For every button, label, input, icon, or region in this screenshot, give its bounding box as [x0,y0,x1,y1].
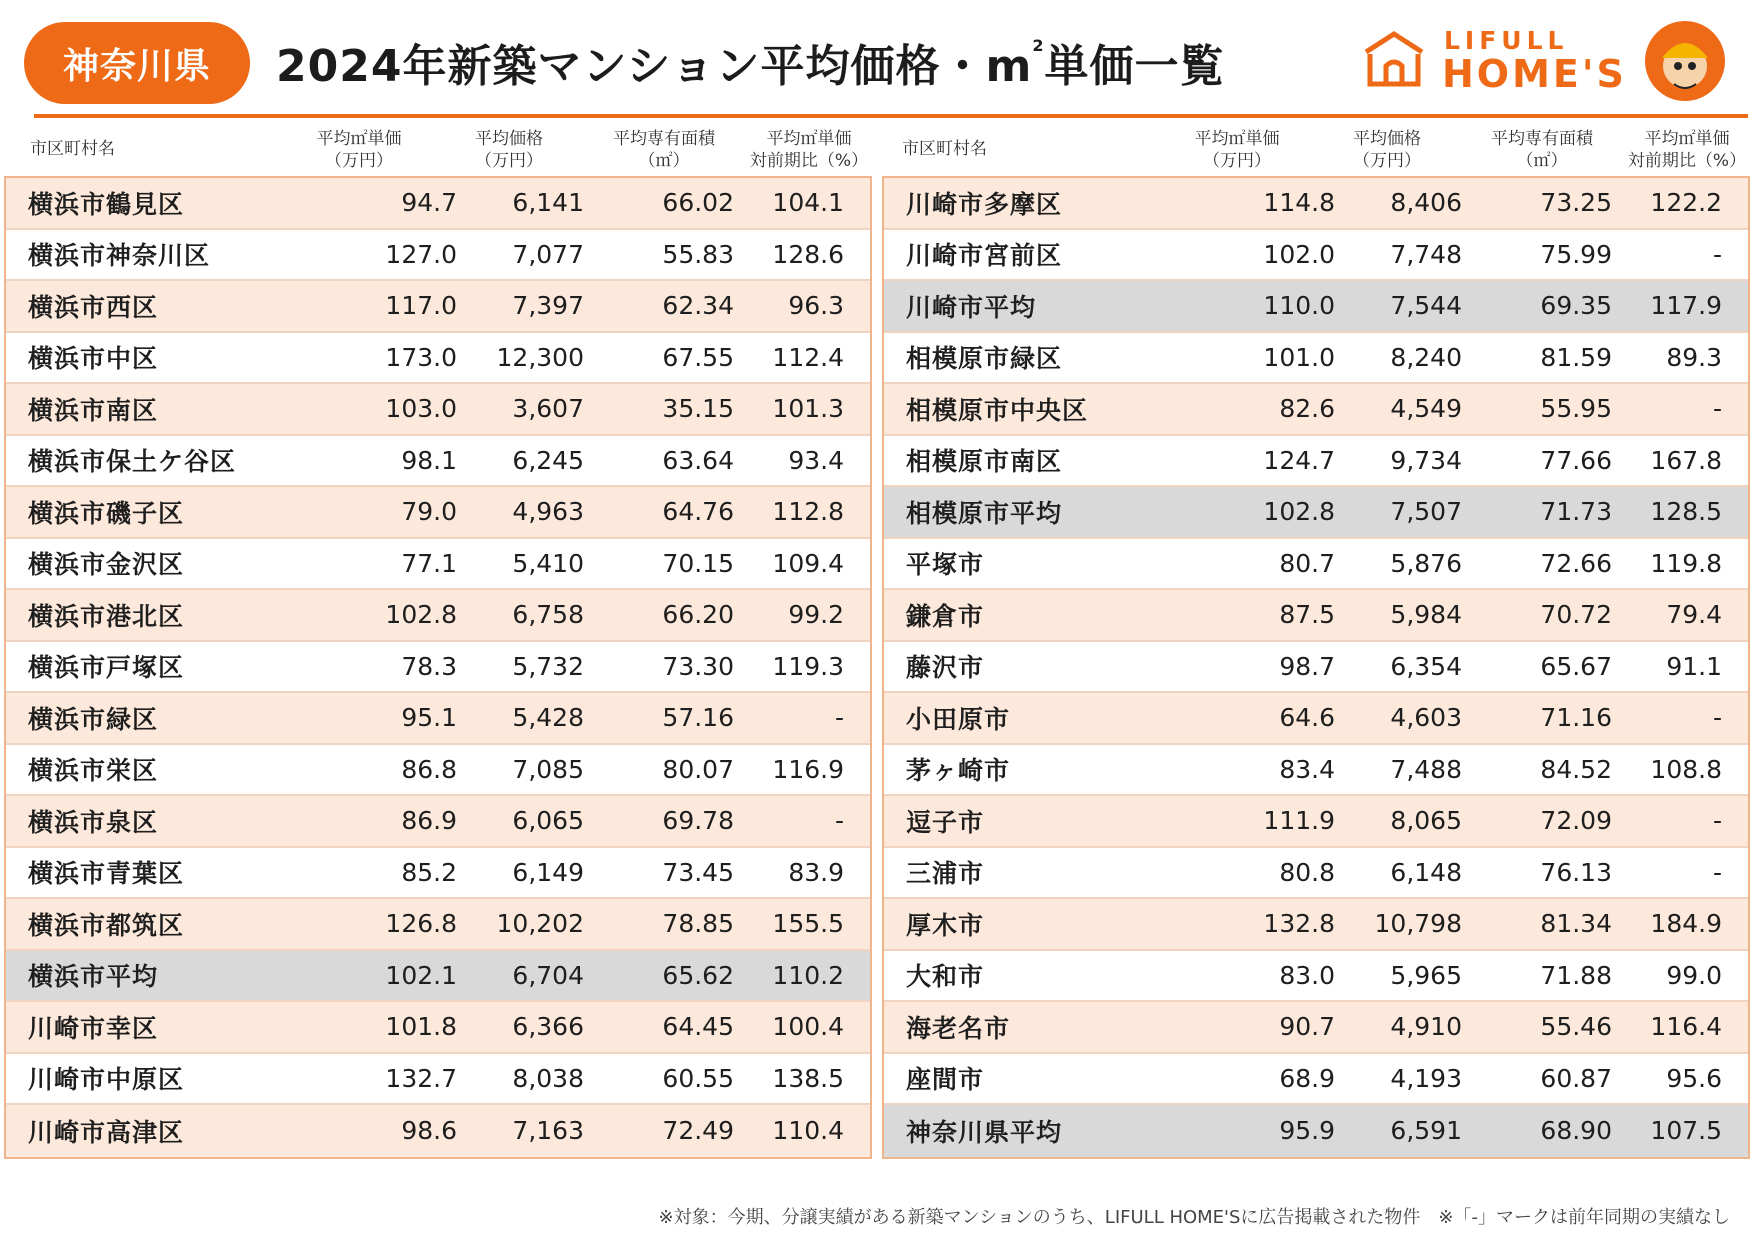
left-table-body [4,176,872,1159]
cell-price: 5,732 [512,651,584,681]
table-row [6,178,870,230]
cell-price: 8,065 [1390,806,1462,836]
cell-unit: 83.4 [1279,754,1335,784]
logo-wordmark-bottom: HOME'S [1442,52,1627,96]
cell-yoy: 83.9 [788,857,844,887]
cell-area: 65.62 [662,960,734,990]
cell-unit: 132.7 [385,1063,457,1093]
table-row [6,436,870,488]
cell-unit: 94.7 [401,188,457,218]
average-row [884,1105,1748,1157]
municipality-name: 横浜市神奈川区 [28,241,211,271]
municipality-name: 逗子市 [906,807,985,837]
cell-unit: 86.9 [401,806,457,836]
table-row [884,384,1748,436]
cell-unit: 110.0 [1263,291,1335,321]
cell-price: 5,965 [1390,960,1462,990]
cell-yoy: 128.5 [1650,497,1722,527]
cell-area: 81.59 [1540,342,1612,372]
page-title: 2024年新築マンション平均価格・$m^2$単価一覧 [276,36,1225,92]
table-row [884,230,1748,282]
municipality-name: 厚木市 [906,910,985,940]
cell-area: 65.67 [1540,651,1612,681]
cell-unit: 80.7 [1279,548,1335,578]
house-logo-icon [1362,30,1426,90]
table-row [6,230,870,282]
cell-yoy: 138.5 [772,1063,844,1093]
col-header-avg-price: 平均価格 （万円） [1353,129,1421,171]
municipality-name: 座間市 [906,1065,985,1095]
municipality-name: 川崎市高津区 [28,1117,185,1147]
cell-price: 7,397 [512,291,584,321]
table-row [6,796,870,848]
table-row [884,1002,1748,1054]
cell-area: 71.73 [1540,497,1612,527]
municipality-name: 大和市 [906,962,985,992]
cell-yoy: - [1712,394,1722,424]
cell-price: 6,141 [512,188,584,218]
municipality-name: 相模原市南区 [906,447,1063,477]
cell-unit: 95.9 [1279,1116,1335,1146]
cell-yoy: 122.2 [1650,188,1722,218]
left-table-header [4,128,872,176]
cell-price: 4,193 [1390,1063,1462,1093]
col-header-yoy: 平均㎡単価 対前期比（%） [1627,129,1747,171]
cell-yoy: 112.8 [772,497,844,527]
cell-unit: 114.8 [1263,188,1335,218]
cell-unit: 98.7 [1279,651,1335,681]
cell-yoy: 117.9 [1650,291,1722,321]
cell-unit: 64.6 [1279,703,1335,733]
table-row [884,539,1748,591]
cell-area: 70.15 [662,548,734,578]
cell-unit: 126.8 [385,909,457,939]
cell-price: 3,607 [512,394,584,424]
cell-yoy: 155.5 [772,909,844,939]
cell-unit: 85.2 [401,857,457,887]
cell-area: 71.16 [1540,703,1612,733]
municipality-name: 横浜市港北区 [28,601,185,631]
prefecture-badge: 神奈川県 [24,22,250,104]
municipality-name: 横浜市磯子区 [28,498,185,528]
municipality-name: 相模原市緑区 [906,344,1063,374]
cell-area: 60.55 [662,1063,734,1093]
table-row [6,642,870,694]
cell-unit: 90.7 [1279,1012,1335,1042]
cell-price: 7,077 [512,239,584,269]
cell-area: 84.52 [1540,754,1612,784]
cell-area: 72.66 [1540,548,1612,578]
col-header-yoy: 平均㎡単価 対前期比（%） [749,129,869,171]
cell-unit: 80.8 [1279,857,1335,887]
cell-area: 81.34 [1540,909,1612,939]
cell-price: 6,149 [512,857,584,887]
cell-unit: 102.8 [385,600,457,630]
municipality-name: 川崎市宮前区 [906,241,1063,271]
cell-yoy: 109.4 [772,548,844,578]
cell-price: 10,798 [1374,909,1462,939]
table-row [884,1054,1748,1106]
mascot-icon [1644,20,1726,102]
table-row [884,693,1748,745]
municipality-name: 横浜市戸塚区 [28,653,185,683]
cell-unit: 102.1 [385,960,457,990]
cell-area: 73.25 [1540,188,1612,218]
average-row [6,951,870,1003]
cell-price: 6,704 [512,960,584,990]
municipality-name: 横浜市平均 [28,962,159,992]
table-row [6,487,870,539]
logo-wordmark-top: LIFULL [1444,26,1569,55]
table-row [884,745,1748,797]
table-row [6,1105,870,1157]
cell-yoy: 110.4 [772,1116,844,1146]
cell-price: 6,758 [512,600,584,630]
cell-yoy: 99.0 [1666,960,1722,990]
cell-area: 77.66 [1540,445,1612,475]
municipality-name: 相模原市中央区 [906,395,1089,425]
cell-unit: 86.8 [401,754,457,784]
cell-price: 6,245 [512,445,584,475]
col-header-name: 市区町村名 [902,139,987,159]
cell-area: 63.64 [662,445,734,475]
cell-area: 60.87 [1540,1063,1612,1093]
cell-yoy: 100.4 [772,1012,844,1042]
cell-area: 55.46 [1540,1012,1612,1042]
col-header-unit-price: 平均㎡単価 （万円） [1194,129,1280,171]
table-row [884,178,1748,230]
cell-yoy: 101.3 [772,394,844,424]
cell-unit: 78.3 [401,651,457,681]
cell-area: 70.72 [1540,600,1612,630]
cell-unit: 87.5 [1279,600,1335,630]
cell-price: 7,488 [1390,754,1462,784]
cell-price: 6,591 [1390,1116,1462,1146]
right-table [882,128,1750,1159]
table-row [884,642,1748,694]
cell-area: 57.16 [662,703,734,733]
cell-yoy: 116.4 [1650,1012,1722,1042]
col-header-area: 平均専有面積 （㎡） [1491,129,1593,171]
cell-yoy: 107.5 [1650,1116,1722,1146]
table-row [6,745,870,797]
cell-unit: 132.8 [1263,909,1335,939]
cell-unit: 102.0 [1263,239,1335,269]
cell-price: 7,544 [1390,291,1462,321]
cell-yoy: 96.3 [788,291,844,321]
cell-yoy: 119.8 [1650,548,1722,578]
municipality-name: 横浜市西区 [28,292,159,322]
cell-unit: 103.0 [385,394,457,424]
cell-area: 72.49 [662,1116,734,1146]
cell-yoy: 167.8 [1650,445,1722,475]
cell-price: 10,202 [496,909,584,939]
municipality-name: 横浜市鶴見区 [28,189,185,219]
cell-yoy: - [834,806,844,836]
municipality-name: 茅ヶ崎市 [906,756,1011,786]
average-row [884,487,1748,539]
table-row [884,848,1748,900]
cell-unit: 117.0 [385,291,457,321]
table-row [884,436,1748,488]
municipality-name: 神奈川県平均 [906,1117,1063,1147]
left-table [4,128,872,1159]
cell-price: 6,354 [1390,651,1462,681]
table-row [6,539,870,591]
cell-yoy: - [834,703,844,733]
cell-unit: 101.0 [1263,342,1335,372]
cell-unit: 98.1 [401,445,457,475]
table-row [6,848,870,900]
cell-area: 55.95 [1540,394,1612,424]
cell-price: 12,300 [496,342,584,372]
cell-unit: 68.9 [1279,1063,1335,1093]
col-header-name: 市区町村名 [30,139,115,159]
cell-yoy: 104.1 [772,188,844,218]
table-row [6,590,870,642]
footnote: ※対象：今期、分譲実績がある新築マンションのうち、LIFULL HOME'Sに広告掲載された物件 ※「-」マークは前年同期の実績なし [658,1207,1730,1228]
municipality-name: 横浜市都筑区 [28,910,185,940]
cell-unit: 79.0 [401,497,457,527]
municipality-name: 藤沢市 [906,653,985,683]
cell-area: 69.78 [662,806,734,836]
table-row [6,693,870,745]
cell-unit: 173.0 [385,342,457,372]
municipality-name: 横浜市南区 [28,395,159,425]
cell-area: 66.20 [662,600,734,630]
cell-yoy: 99.2 [788,600,844,630]
cell-area: 71.88 [1540,960,1612,990]
table-row [6,1054,870,1106]
municipality-name: 横浜市泉区 [28,807,159,837]
cell-area: 68.90 [1540,1116,1612,1146]
cell-area: 62.34 [662,291,734,321]
cell-unit: 83.0 [1279,960,1335,990]
table-row [884,333,1748,385]
cell-yoy: 119.3 [772,651,844,681]
cell-yoy: 128.6 [772,239,844,269]
cell-price: 5,984 [1390,600,1462,630]
table-row [6,333,870,385]
municipality-name: 横浜市青葉区 [28,859,185,889]
cell-unit: 98.6 [401,1116,457,1146]
col-header-area: 平均専有面積 （㎡） [613,129,715,171]
table-row [884,951,1748,1003]
cell-price: 8,406 [1390,188,1462,218]
right-table-body [882,176,1750,1159]
table-row [6,281,870,333]
cell-yoy: 89.3 [1666,342,1722,372]
cell-area: 66.02 [662,188,734,218]
cell-price: 5,428 [512,703,584,733]
municipality-name: 横浜市中区 [28,344,159,374]
cell-yoy: 93.4 [788,445,844,475]
municipality-name: 横浜市緑区 [28,704,159,734]
cell-unit: 124.7 [1263,445,1335,475]
average-row [884,281,1748,333]
cell-unit: 82.6 [1279,394,1335,424]
municipality-name: 川崎市幸区 [28,1013,159,1043]
cell-area: 73.45 [662,857,734,887]
cell-price: 7,085 [512,754,584,784]
cell-area: 69.35 [1540,291,1612,321]
cell-yoy: - [1712,806,1722,836]
cell-price: 6,065 [512,806,584,836]
municipality-name: 横浜市金沢区 [28,550,185,580]
cell-yoy: - [1712,239,1722,269]
cell-yoy: 91.1 [1666,651,1722,681]
table-row [6,384,870,436]
col-header-unit-price: 平均㎡単価 （万円） [316,129,402,171]
cell-unit: 95.1 [401,703,457,733]
cell-area: 76.13 [1540,857,1612,887]
cell-yoy: 110.2 [772,960,844,990]
cell-area: 78.85 [662,909,734,939]
cell-price: 4,603 [1390,703,1462,733]
right-table-header [882,128,1750,176]
cell-price: 5,876 [1390,548,1462,578]
cell-yoy: 79.4 [1666,600,1722,630]
municipality-name: 川崎市多摩区 [906,189,1063,219]
municipality-name: 相模原市平均 [906,498,1063,528]
cell-unit: 77.1 [401,548,457,578]
cell-yoy: 95.6 [1666,1063,1722,1093]
header-rule [34,114,1748,118]
table-row [884,590,1748,642]
cell-price: 5,410 [512,548,584,578]
municipality-name: 海老名市 [906,1013,1011,1043]
municipality-name: 川崎市中原区 [28,1065,185,1095]
municipality-name: 横浜市栄区 [28,756,159,786]
municipality-name: 横浜市保土ケ谷区 [28,447,237,477]
cell-unit: 111.9 [1263,806,1335,836]
cell-unit: 102.8 [1263,497,1335,527]
cell-unit: 127.0 [385,239,457,269]
col-header-avg-price: 平均価格 （万円） [475,129,543,171]
cell-price: 4,910 [1390,1012,1462,1042]
municipality-name: 川崎市平均 [906,292,1037,322]
cell-price: 4,963 [512,497,584,527]
table-row [6,1002,870,1054]
cell-area: 73.30 [662,651,734,681]
cell-price: 9,734 [1390,445,1462,475]
cell-price: 8,038 [512,1063,584,1093]
cell-yoy: 112.4 [772,342,844,372]
table-row [884,796,1748,848]
table-row [884,899,1748,951]
cell-price: 4,549 [1390,394,1462,424]
cell-area: 67.55 [662,342,734,372]
cell-area: 64.76 [662,497,734,527]
cell-area: 64.45 [662,1012,734,1042]
cell-yoy: 184.9 [1650,909,1722,939]
cell-price: 6,148 [1390,857,1462,887]
cell-price: 7,748 [1390,239,1462,269]
cell-area: 80.07 [662,754,734,784]
cell-yoy: 108.8 [1650,754,1722,784]
municipality-name: 三浦市 [906,859,985,889]
cell-unit: 101.8 [385,1012,457,1042]
municipality-name: 平塚市 [906,550,985,580]
cell-area: 72.09 [1540,806,1612,836]
cell-yoy: - [1712,703,1722,733]
municipality-name: 小田原市 [906,704,1011,734]
table-row [6,899,870,951]
cell-yoy: - [1712,857,1722,887]
cell-area: 75.99 [1540,239,1612,269]
cell-price: 8,240 [1390,342,1462,372]
cell-price: 7,163 [512,1116,584,1146]
municipality-name: 鎌倉市 [906,601,985,631]
cell-area: 35.15 [662,394,734,424]
cell-price: 6,366 [512,1012,584,1042]
cell-yoy: 116.9 [772,754,844,784]
cell-price: 7,507 [1390,497,1462,527]
cell-area: 55.83 [662,239,734,269]
